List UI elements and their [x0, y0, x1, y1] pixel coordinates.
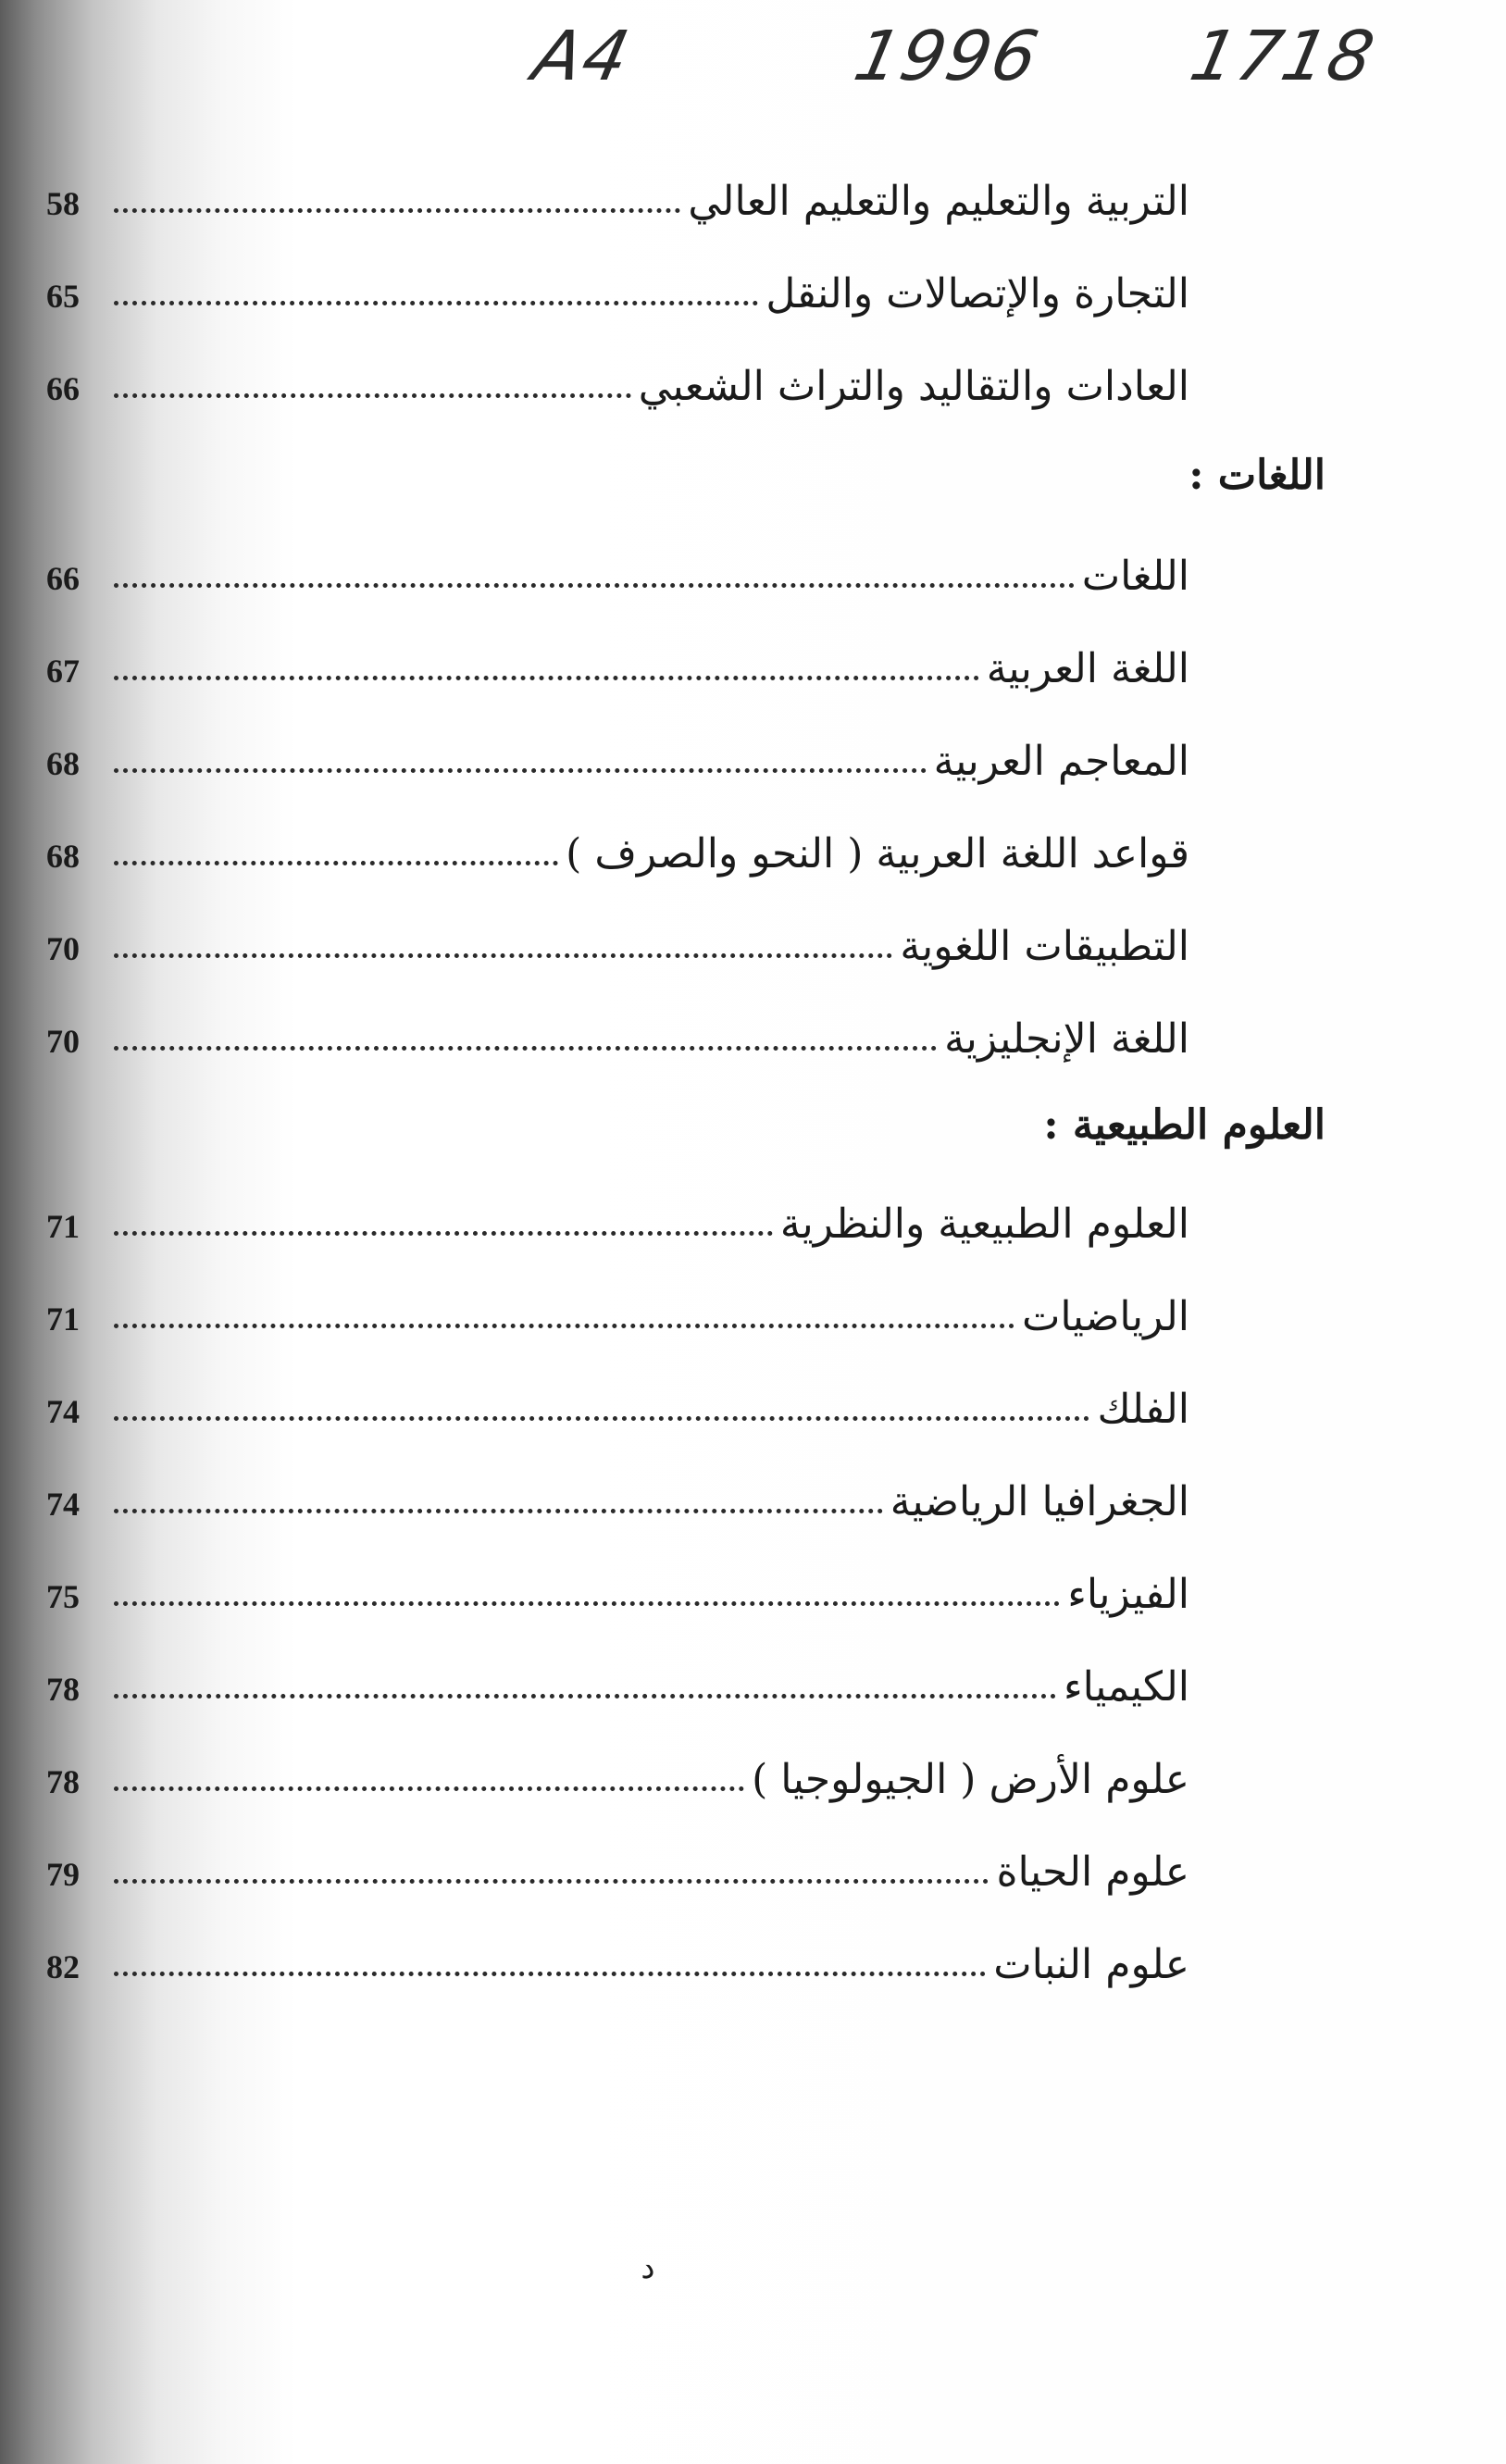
dot-leader	[114, 1231, 773, 1236]
toc-entry	[46, 1902, 1189, 1988]
handwritten-note-year: 1996	[847, 17, 1047, 96]
toc-entry	[46, 606, 1189, 690]
dot-leader	[114, 301, 758, 305]
toc-entry-page: 82	[46, 1948, 80, 1985]
toc-entry	[46, 1254, 1189, 1338]
toc-entry-page: 68	[46, 838, 80, 875]
toc-entry-page: 65	[46, 278, 80, 315]
section-heading-languages: اللغات :	[1189, 452, 1326, 499]
toc-entry	[46, 1624, 1189, 1711]
toc-entry-page: 74	[46, 1486, 80, 1523]
toc-entry-title: التطبيقات اللغوية	[900, 923, 1189, 970]
page-letter: د	[641, 2249, 655, 2286]
toc-entry-title: التربية والتعليم والتعليم العالي	[688, 178, 1189, 225]
handwritten-note-number: 1718	[1183, 17, 1383, 96]
toc-entry-title: العادات والتقاليد والتراث الشعبي	[638, 363, 1189, 410]
toc-entry-page: 68	[46, 745, 80, 782]
toc-entry	[46, 324, 1189, 410]
toc-entry	[46, 139, 1189, 225]
toc-entry-page: 74	[46, 1393, 80, 1430]
dot-leader	[114, 393, 631, 398]
handwritten-note-paper-size: A4	[526, 17, 638, 96]
toc-entry-title: قواعد اللغة العربية ( النحو والصرف )	[566, 830, 1189, 877]
dot-leader	[114, 1601, 1060, 1606]
toc-entry-title: اللغة الإنجليزية	[944, 1015, 1189, 1063]
toc-entry-page: 66	[46, 370, 80, 407]
toc-entry-title: علوم النبات	[993, 1941, 1189, 1988]
toc-entry-title: علوم الحياة	[996, 1848, 1189, 1896]
toc-entry-page: 71	[46, 1208, 80, 1245]
toc-entry	[46, 791, 1189, 875]
toc-entry-page: 78	[46, 1763, 80, 1800]
dot-leader	[114, 1416, 1089, 1421]
toc-entry-page: 70	[46, 930, 80, 967]
toc-entry-title: الكيمياء	[1063, 1663, 1189, 1711]
toc-entry	[46, 1717, 1189, 1803]
toc-entry	[46, 884, 1189, 970]
dot-leader	[114, 583, 1075, 588]
toc-entry-title: المعاجم العربية	[933, 738, 1189, 785]
dot-leader	[114, 1324, 1014, 1328]
dot-leader	[114, 1786, 744, 1791]
toc-entry	[46, 1439, 1189, 1523]
dot-leader	[114, 768, 927, 773]
toc-entry-page: 75	[46, 1578, 80, 1615]
toc-entry-title: الجغرافيا الرياضية	[890, 1478, 1189, 1525]
toc-entry	[46, 1347, 1189, 1433]
toc-entry-title: التجارة والإتصالات والنقل	[765, 270, 1189, 317]
dot-leader	[114, 676, 979, 680]
toc-entry	[46, 1162, 1189, 1248]
toc-entry	[46, 514, 1189, 600]
toc-entry-page: 67	[46, 653, 80, 690]
toc-entry-page: 79	[46, 1856, 80, 1893]
dot-leader	[114, 1694, 1056, 1699]
dot-leader	[114, 1509, 883, 1513]
dot-leader	[114, 1879, 989, 1884]
dot-leader	[114, 1046, 937, 1051]
toc-entry	[46, 1532, 1189, 1618]
dot-leader	[114, 953, 892, 958]
dot-leader	[114, 208, 680, 213]
toc-entry-page: 71	[46, 1300, 80, 1338]
section-heading-natural-sciences: العلوم الطبيعية :	[1043, 1101, 1326, 1149]
toc-entry-title: الفيزياء	[1067, 1571, 1189, 1618]
dot-leader	[114, 861, 558, 865]
toc-entry-title: اللغة العربية	[986, 645, 1189, 692]
toc-entry-title: العلوم الطبيعية والنظرية	[779, 1201, 1189, 1248]
dot-leader	[114, 1972, 986, 1976]
toc-entry	[46, 699, 1189, 785]
toc-entry-page: 66	[46, 560, 80, 597]
toc-entry-title: الفلك	[1097, 1386, 1189, 1433]
toc-entry	[46, 231, 1189, 315]
toc-entry-title: اللغات	[1081, 553, 1189, 600]
toc-entry-page: 58	[46, 185, 80, 222]
toc-entry-page: 70	[46, 1023, 80, 1060]
toc-entry-title: الرياضيات	[1021, 1293, 1189, 1340]
toc-entry-page: 78	[46, 1671, 80, 1708]
toc-entry	[46, 1810, 1189, 1896]
toc-entry	[46, 977, 1189, 1063]
toc-entry-title: علوم الأرض ( الجيولوجيا )	[752, 1756, 1189, 1803]
